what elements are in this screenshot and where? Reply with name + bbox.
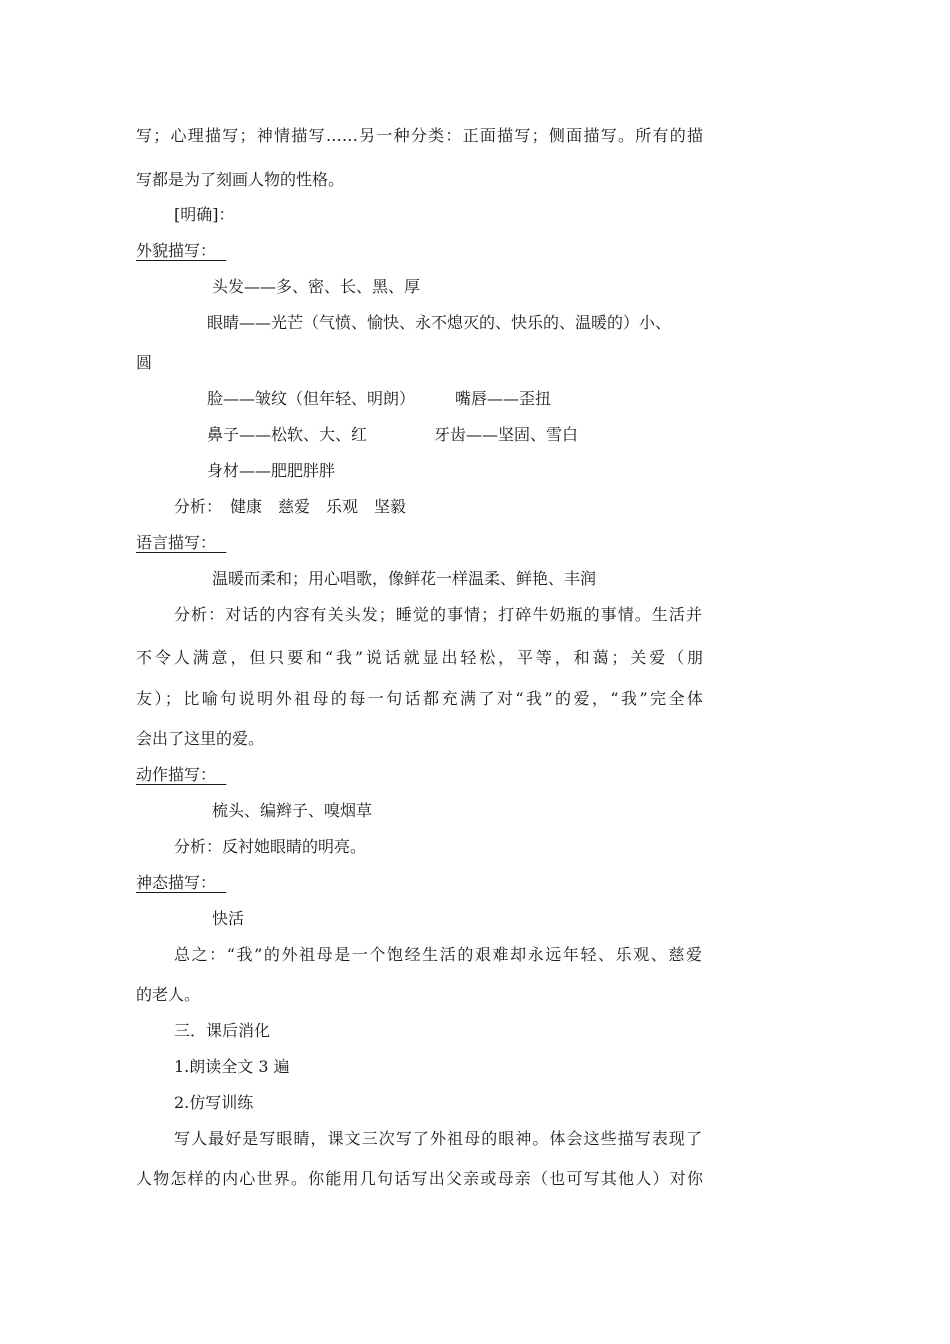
text-line: 脸——皱纹（但年轻、明朗） xyxy=(207,389,416,408)
text-line: 写都是为了刻画人物的性格。 xyxy=(136,170,345,189)
text-line: 分析： 健康 慈爱 乐观 坚毅 xyxy=(174,497,407,516)
text-line: 快活 xyxy=(212,909,245,928)
text-line: 牙齿——坚固、雪白 xyxy=(434,425,579,444)
text-line: 会出了这里的爱。 xyxy=(136,729,265,748)
text-line: 人物怎样的内心世界。你能用几句话写出父亲或母亲（也可写其他人）对你 xyxy=(136,1169,703,1188)
text-line: 友）；比喻句说明外祖母的每一句话都充满了对“我”的爱，“我”完全体 xyxy=(136,689,703,708)
text-line: 嘴唇——歪扭 xyxy=(455,389,552,408)
text-line: 鼻子——松软、大、红 xyxy=(207,425,368,444)
section-heading-speech: 语言描写： xyxy=(136,533,217,552)
text-line: 头发——多、密、长、黑、厚 xyxy=(212,277,421,296)
section-heading-expression: 神态描写： xyxy=(136,873,217,892)
text-line: 眼睛——光芒（气愤、愉快、永不熄灭的、快乐的、温暖的）小、 xyxy=(207,313,672,332)
text-line: 圆 xyxy=(136,353,153,372)
text-line: [明确]： xyxy=(174,205,235,224)
text-line: 三．课后消化 xyxy=(174,1021,271,1040)
text-line: 温暖而柔和；用心唱歌，像鲜花一样温柔、鲜艳、丰润 xyxy=(212,569,597,588)
text-line: 写人最好是写眼睛，课文三次写了外祖母的眼神。体会这些描写表现了 xyxy=(174,1129,702,1148)
text-line: 分析：对话的内容有关头发；睡觉的事情；打碎牛奶瓶的事情。生活并 xyxy=(174,605,702,624)
section-heading-action: 动作描写： xyxy=(136,765,217,784)
text-line: 分析：反衬她眼睛的明亮。 xyxy=(174,837,367,856)
text-line: 的老人。 xyxy=(136,985,201,1004)
text-line: 总之：“我”的外祖母是一个饱经生活的艰难却永远年轻、乐观、慈爱 xyxy=(174,945,702,964)
text-line: 写；心理描写；神情描写……另一种分类：正面描写；侧面描写。所有的描 xyxy=(136,126,703,145)
text-line: 身材——肥肥胖胖 xyxy=(207,461,336,480)
text-line: 不令人满意，但只要和“我”说话就显出轻松，平等，和蔼；关爱（朋 xyxy=(136,648,703,667)
text-line: 梳头、编辫子、嗅烟草 xyxy=(212,801,373,820)
text-line: 2.仿写训练 xyxy=(174,1093,254,1112)
section-heading-appearance: 外貌描写： xyxy=(136,241,217,260)
text-line: 1.朗读全文 3 遍 xyxy=(174,1057,290,1076)
